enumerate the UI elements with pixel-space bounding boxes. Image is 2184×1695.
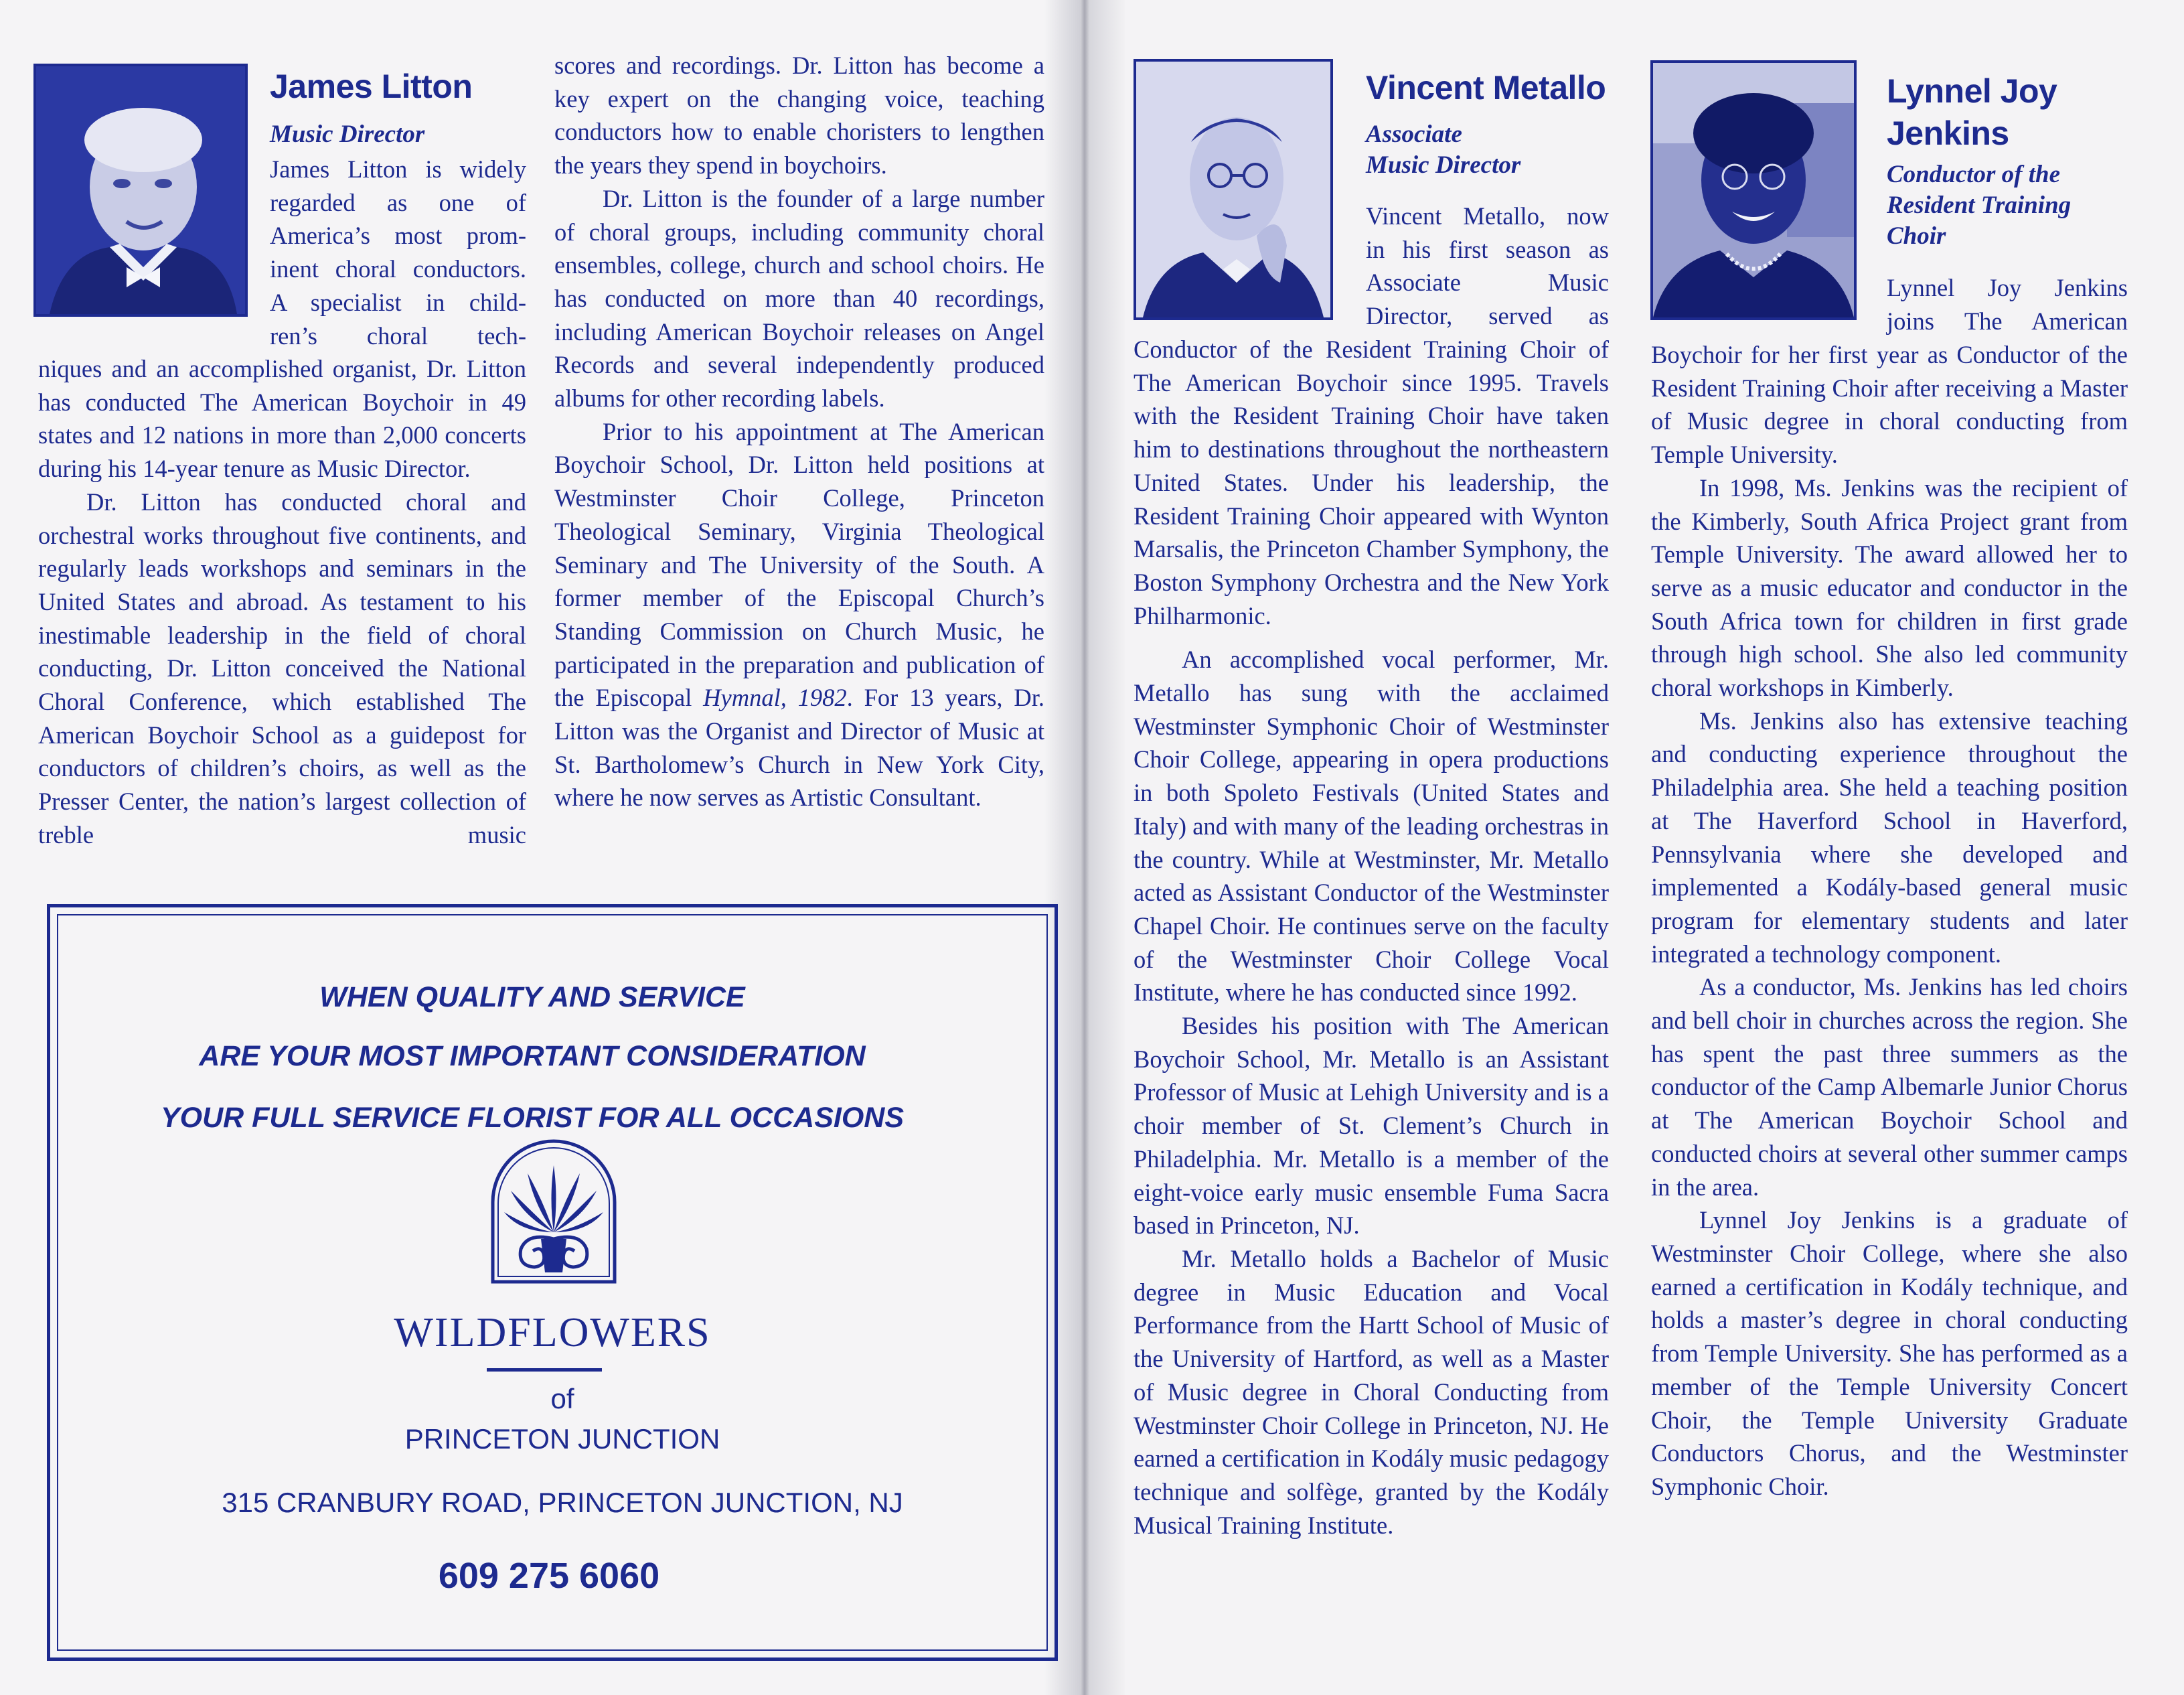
metallo-text-line: Vincent Metallo, now: [1366, 202, 1609, 230]
florist-advertisement: [47, 904, 1058, 1661]
metallo-paragraph: An accomplished vocal performer, Mr. Metallo has sung with the acclaimed Westminster Symphonic Choir of Westminster Choir College, appearing in opera productions in both Spoleto Festivals (United States and Italy) and with many of the leading orchestras in the country. While at Westminster, Mr. Metallo acted as Assistant Conductor of the Westminster Chapel Choir. He continues serve on the faculty of the Westminster Choir College Vocal Institute, where he has conducted since 1992.: [1134, 646, 1609, 1007]
metallo-paragraph: Conductor of the Resident Training Choir of The American Boychoir since 1995. Travels with the Resident Training Choir have taken him to destinations throughout the northeastern United States. Under his leadership, the Resident Training Choir appeared with Wynton Marsalis, the Princeton Chamber Symphony, the Boston Symphony Orchestra and the New York Philharmonic.: [1134, 336, 1609, 630]
ad-slogan-line-1: WHEN QUALITY AND SERVICE: [319, 981, 745, 1013]
litton-paragraph-tail: . For 13 years, Dr. Litton was the Organist and Director of Music at St. Bartholomew’s Church in New York City, where he now serves as Artistic Consultant.: [554, 684, 1044, 812]
ad-brand-underline: [487, 1368, 602, 1372]
ad-slogan-line-3: YOUR FULL SERVICE FLORIST FOR ALL OCCASIONS: [160, 1102, 905, 1134]
jenkins-column: [1651, 338, 2128, 1503]
hymnal-title: Hymnal, 1982: [703, 684, 847, 712]
litton-paragraph: niques and an accomplished organist, Dr. Litton has conducted The American Boychoir in 49 states and 12 nations in more than 2,000 concerts during his 14-year tenure as Music Director.: [38, 355, 526, 483]
jenkins-paragraph: Ms. Jenkins also has extensive teaching and conducting experience throughout the Philadelphia area. She held a teaching position at The Haverford School in Haverford, Pennsylvania where she developed and implemented a Kodály-based general music program for elementary students and later integrated a technology component.: [1651, 707, 2128, 968]
metallo-text-line: in his first season as: [1366, 235, 1609, 263]
jenkins-role-line-2: Resident Training: [1887, 192, 2072, 219]
jenkins-beside-photo-text: [1887, 271, 2128, 338]
litton-paragraph: Dr. Litton is the founder of a large number of choral groups, including community choral ensembles, college, church and school choirs. He has conducted on more than 40 recordings, including American Boychoir releases on Angel Records and several independently produced albums for other recording labels.: [554, 184, 1044, 413]
metallo-text-line: Associate Music: [1366, 269, 1609, 297]
litton-paragraph: Prior to his appointment at The American Boychoir School, Dr. Litton held positions at Westminster Choir College, Princeton Theological Seminary, Virginia Theological Seminary and The University of the South. A former member of the Episcopal Church’s Standing Commission on Church Music, he participated in the preparation and publication of the Episcopal: [554, 417, 1044, 712]
jenkins-text-line: Lynnel Joy Jenkins: [1887, 274, 2128, 301]
litton-role: Music Director: [270, 121, 425, 148]
metallo-portrait-photo: [1134, 59, 1333, 320]
litton-column-1: [38, 352, 526, 852]
ad-address: 315 CRANBURY ROAD, PRINCETON JUNCTION, NJ: [222, 1487, 903, 1518]
ad-slogan-line-2: ARE YOUR MOST IMPORTANT CONSIDERATION: [199, 1040, 866, 1072]
jenkins-text-line: joins The American: [1887, 307, 2128, 335]
litton-portrait-photo: [33, 64, 248, 317]
litton-text-line: James Litton is widely: [270, 155, 526, 183]
litton-paragraph-final: [554, 415, 1044, 814]
jenkins-paragraph: Lynnel Joy Jenkins is a graduate of Westminster Choir College, where she also earned a certification in Kodály technique, and holds a master’s degree in choral conducting from Temple University. She has performed as a member of the Temple University Concert Choir, the Temple University Graduate Conductors Chorus, and the Westminster Symphonic Choir.: [1651, 1206, 2128, 1500]
jenkins-name-line-2: Jenkins: [1887, 115, 2009, 152]
litton-text-line: regarded as one of: [270, 188, 526, 216]
metallo-beside-photo-text: [1366, 200, 1609, 333]
anthemion-palmette-logo: [487, 1138, 620, 1287]
metallo-paragraph: Besides his position with The American Boychoir School, Mr. Metallo is an Assistant Professor of Music at Lehigh University and is a choir member of St. Clement’s Church in Philadelphia. Mr. Metallo is a member of the eight-voice early music ensemble Fuma Sacra based in Princeton, NJ.: [1134, 1012, 1609, 1240]
metallo-paragraph: Mr. Metallo holds a Bachelor of Music degree in Music Education and Vocal Performance from the Hartt School of Music of the University of Hartford, as well as a Master of Music degree in Choral Conducting from Westminster Choir College in Princeton, NJ. He earned a certification in Kodály music pedagogy technique and solfège, granted by the Kodály Musical Training Institute.: [1134, 1244, 1609, 1539]
jenkins-role-line-1: Conductor of the: [1887, 161, 2061, 188]
jenkins-role-line-3: Choir: [1887, 222, 1946, 250]
jenkins-paragraph: In 1998, Ms. Jenkins was the recipient of the Kimberly, South Africa Project grant from Temple University. The award allowed her to serve as a music educator and conductor in the South Africa town for children in first grade through high school. She also led community choral workshops in Kimberly.: [1651, 473, 2128, 702]
metallo-column: [1134, 333, 1609, 1542]
jenkins-name-line-1: Lynnel Joy: [1887, 72, 2057, 110]
litton-column-2: [554, 49, 1044, 814]
metallo-role-line-2: Music Director: [1366, 151, 1521, 179]
litton-text-line: America’s most prom-: [270, 222, 526, 250]
litton-paragraph: Dr. Litton has conducted choral and orchestral works throughout five continents, and regularly leads workshops and seminars in the United States and abroad. As testament to his inestimable leadership in the field of choral conducting, Dr. Litton conceived the National Choral Conference, which established The American Boychoir School as a guidepost for conductors of children’s choirs, as well as the Presser Center, the nation’s largest collection of treble music: [38, 488, 526, 849]
litton-text-line: ren’s choral tech-: [270, 321, 526, 350]
litton-text-line: A specialist in child-: [270, 288, 526, 316]
jenkins-paragraph: As a conductor, Ms. Jenkins has led choirs and bell choir in churches across the region. She has spent the past three summers as the conductor of the Camp Albemarle Junior Chorus at The American Boychoir School and conducted choirs at several other summer camps in the area.: [1651, 973, 2128, 1201]
metallo-role-line-1: Associate: [1366, 121, 1462, 148]
jenkins-paragraph: Boychoir for her first year as Conductor of the Resident Training Choir after receiving a Master of Music degree in choral conducting from Temple University.: [1651, 341, 2128, 469]
ad-location: PRINCETON JUNCTION: [404, 1423, 720, 1455]
ad-brand-name: WILDFLOWERS: [394, 1310, 711, 1355]
metallo-name: Vincent Metallo: [1366, 69, 1606, 106]
ad-of-text: of: [550, 1383, 574, 1414]
litton-paragraph: scores and recordings. Dr. Litton has become a key expert on the changing voice, teaching conductors how to enable choristers to lengthen the years they spend in boychoirs.: [554, 52, 1044, 179]
litton-name: James Litton: [270, 68, 473, 105]
ad-phone-number: 609 275 6060: [438, 1556, 660, 1596]
metallo-text-line: Director, served as: [1366, 302, 1609, 330]
litton-text-line: inent choral conductors.: [270, 255, 526, 283]
litton-beside-photo-text: [270, 153, 526, 352]
jenkins-portrait-photo: [1650, 60, 1857, 320]
